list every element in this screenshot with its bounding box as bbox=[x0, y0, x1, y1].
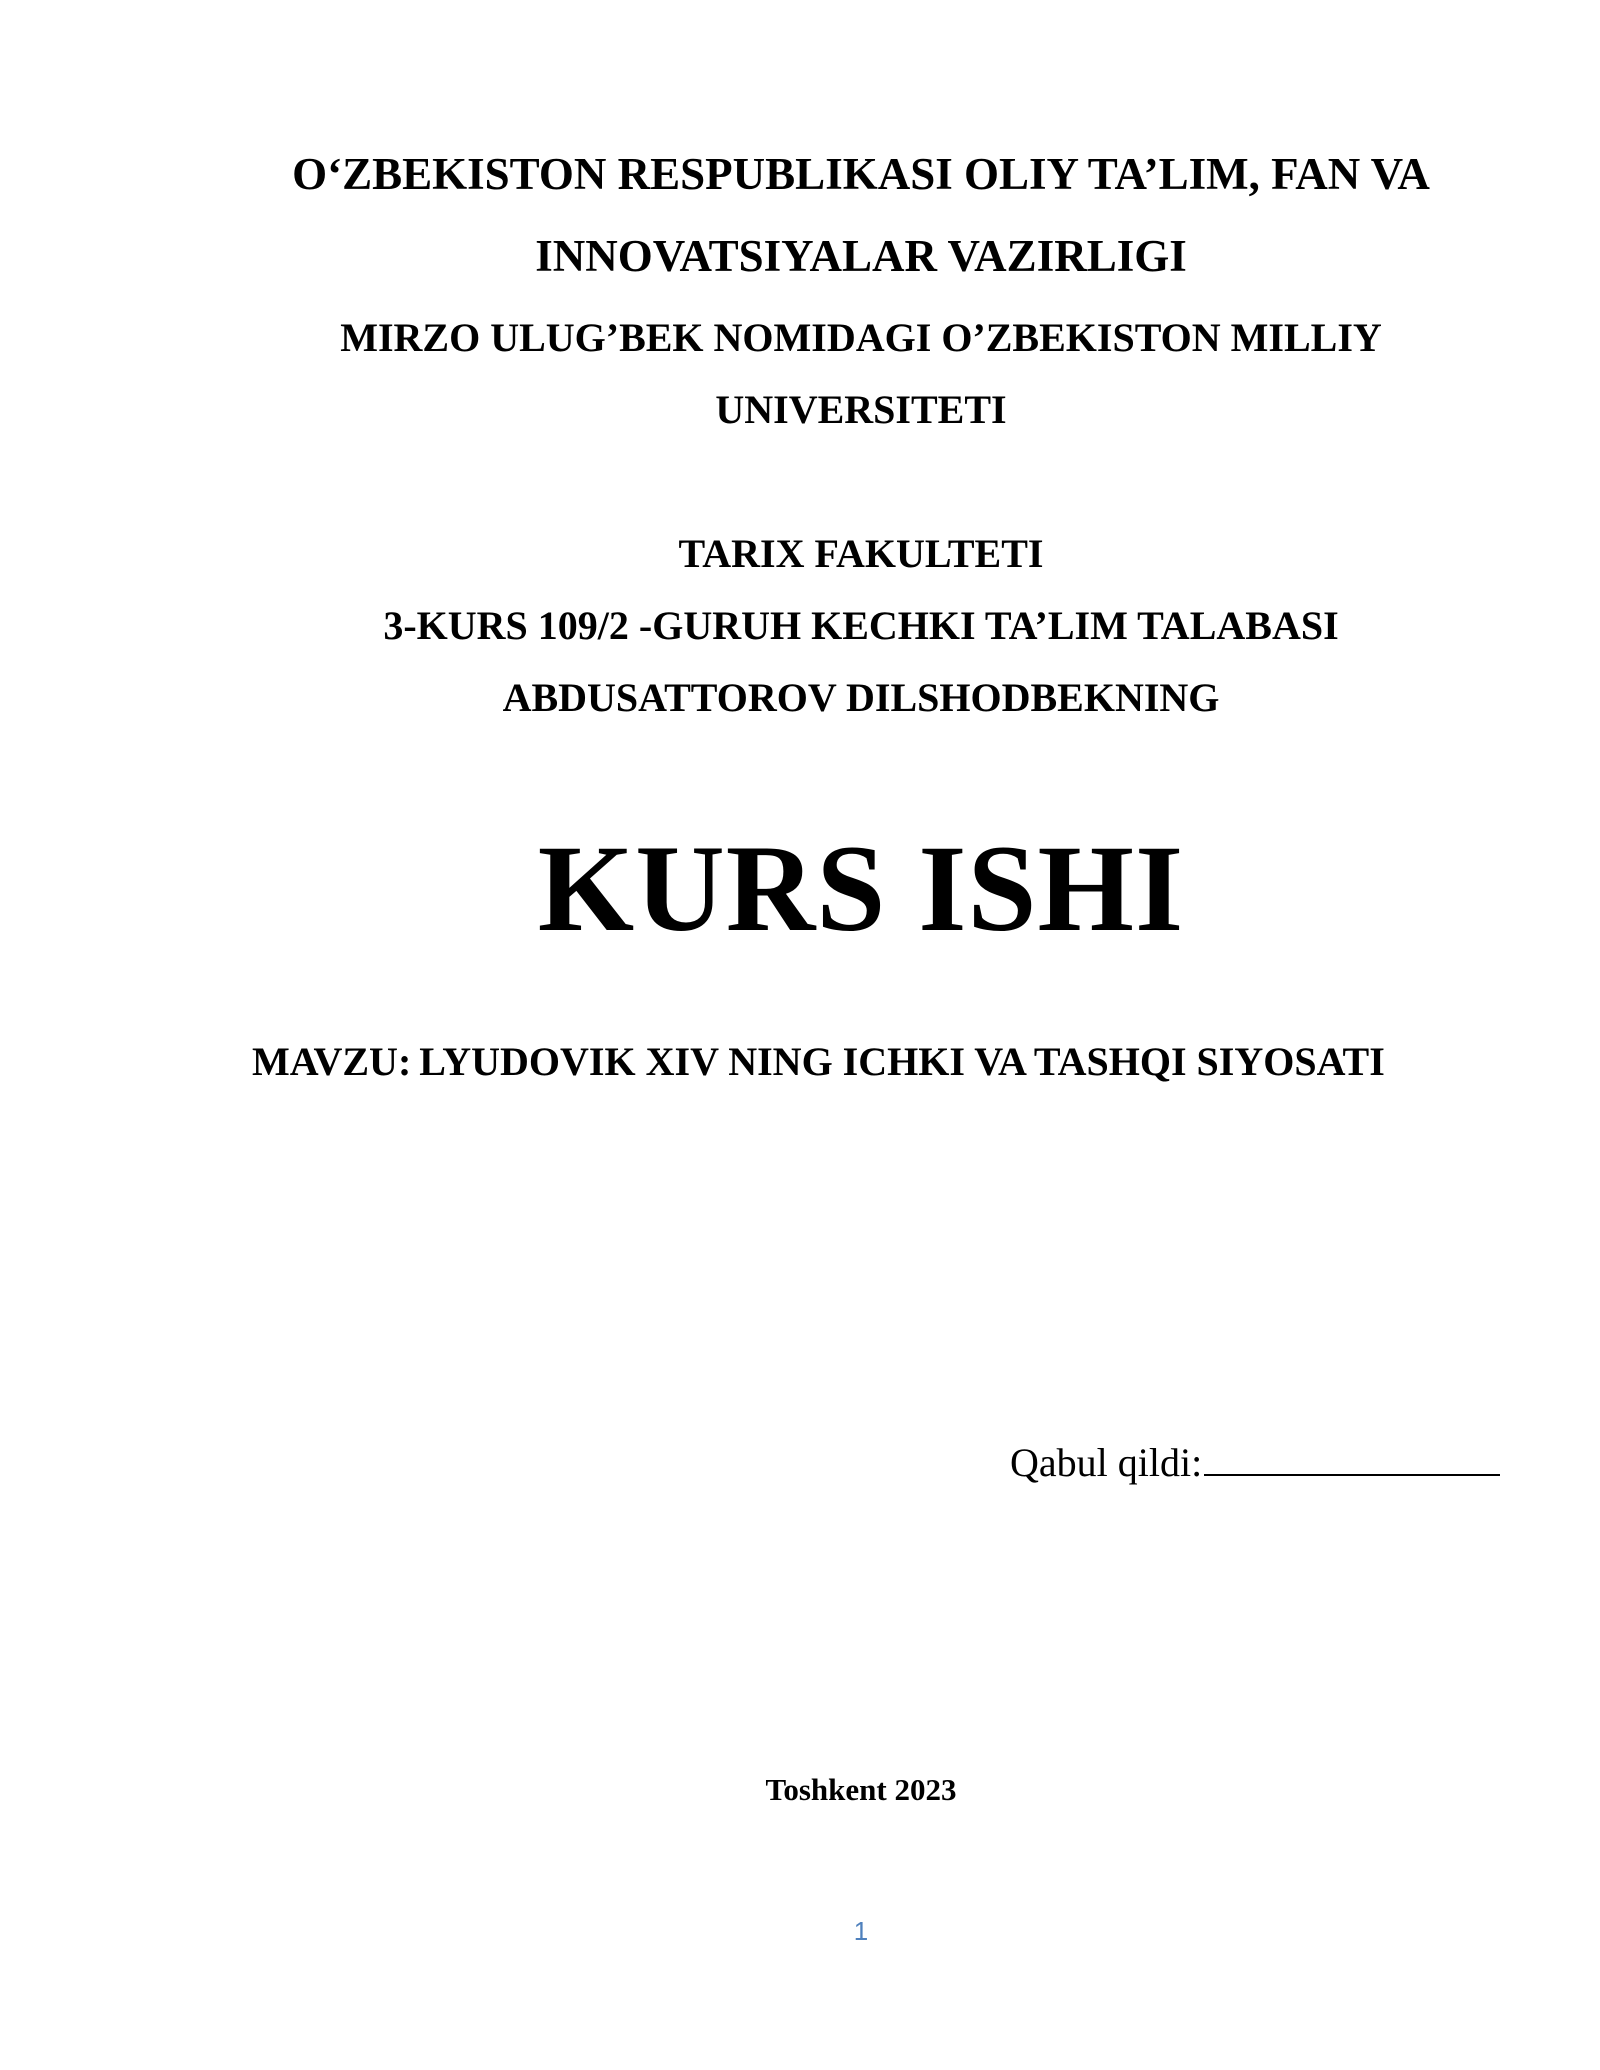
signature-blank-line bbox=[1204, 1436, 1500, 1476]
ministry-title-line2: INNOVATSIYALAR VAZIRLIGI bbox=[535, 231, 1187, 281]
student-name: ABDUSATTOROV DILSHODBEKNING bbox=[502, 675, 1220, 720]
ministry-title-line1: O‘ZBEKISTON RESPUBLIKASI OLIY TA’LIM, FAN VA bbox=[292, 149, 1430, 199]
accepted-by-line bbox=[1010, 1436, 1500, 1486]
topic-line bbox=[252, 1038, 1385, 1085]
topic-label: MAVZU: bbox=[252, 1039, 412, 1084]
accepted-label: Qabul qildi: bbox=[1010, 1440, 1203, 1485]
student-group: 3-KURS 109/2 -GURUH KECHKI TA’LIM TALABASI bbox=[383, 603, 1339, 648]
document-title: KURS ISHI bbox=[537, 820, 1185, 957]
university-name-line2: UNIVERSITETI bbox=[715, 387, 1007, 432]
topic-text: LYUDOVIK XIV NING ICHKI VA TASHQI SIYOSATI bbox=[419, 1039, 1385, 1084]
page-number: 1 bbox=[853, 1916, 869, 1946]
faculty-name: TARIX FAKULTETI bbox=[678, 531, 1044, 576]
university-name-line1: MIRZO ULUG’BEK NOMIDAGI O’ZBEKISTON MILLIY bbox=[340, 315, 1382, 360]
city-year: Toshkent 2023 bbox=[765, 1772, 957, 1807]
